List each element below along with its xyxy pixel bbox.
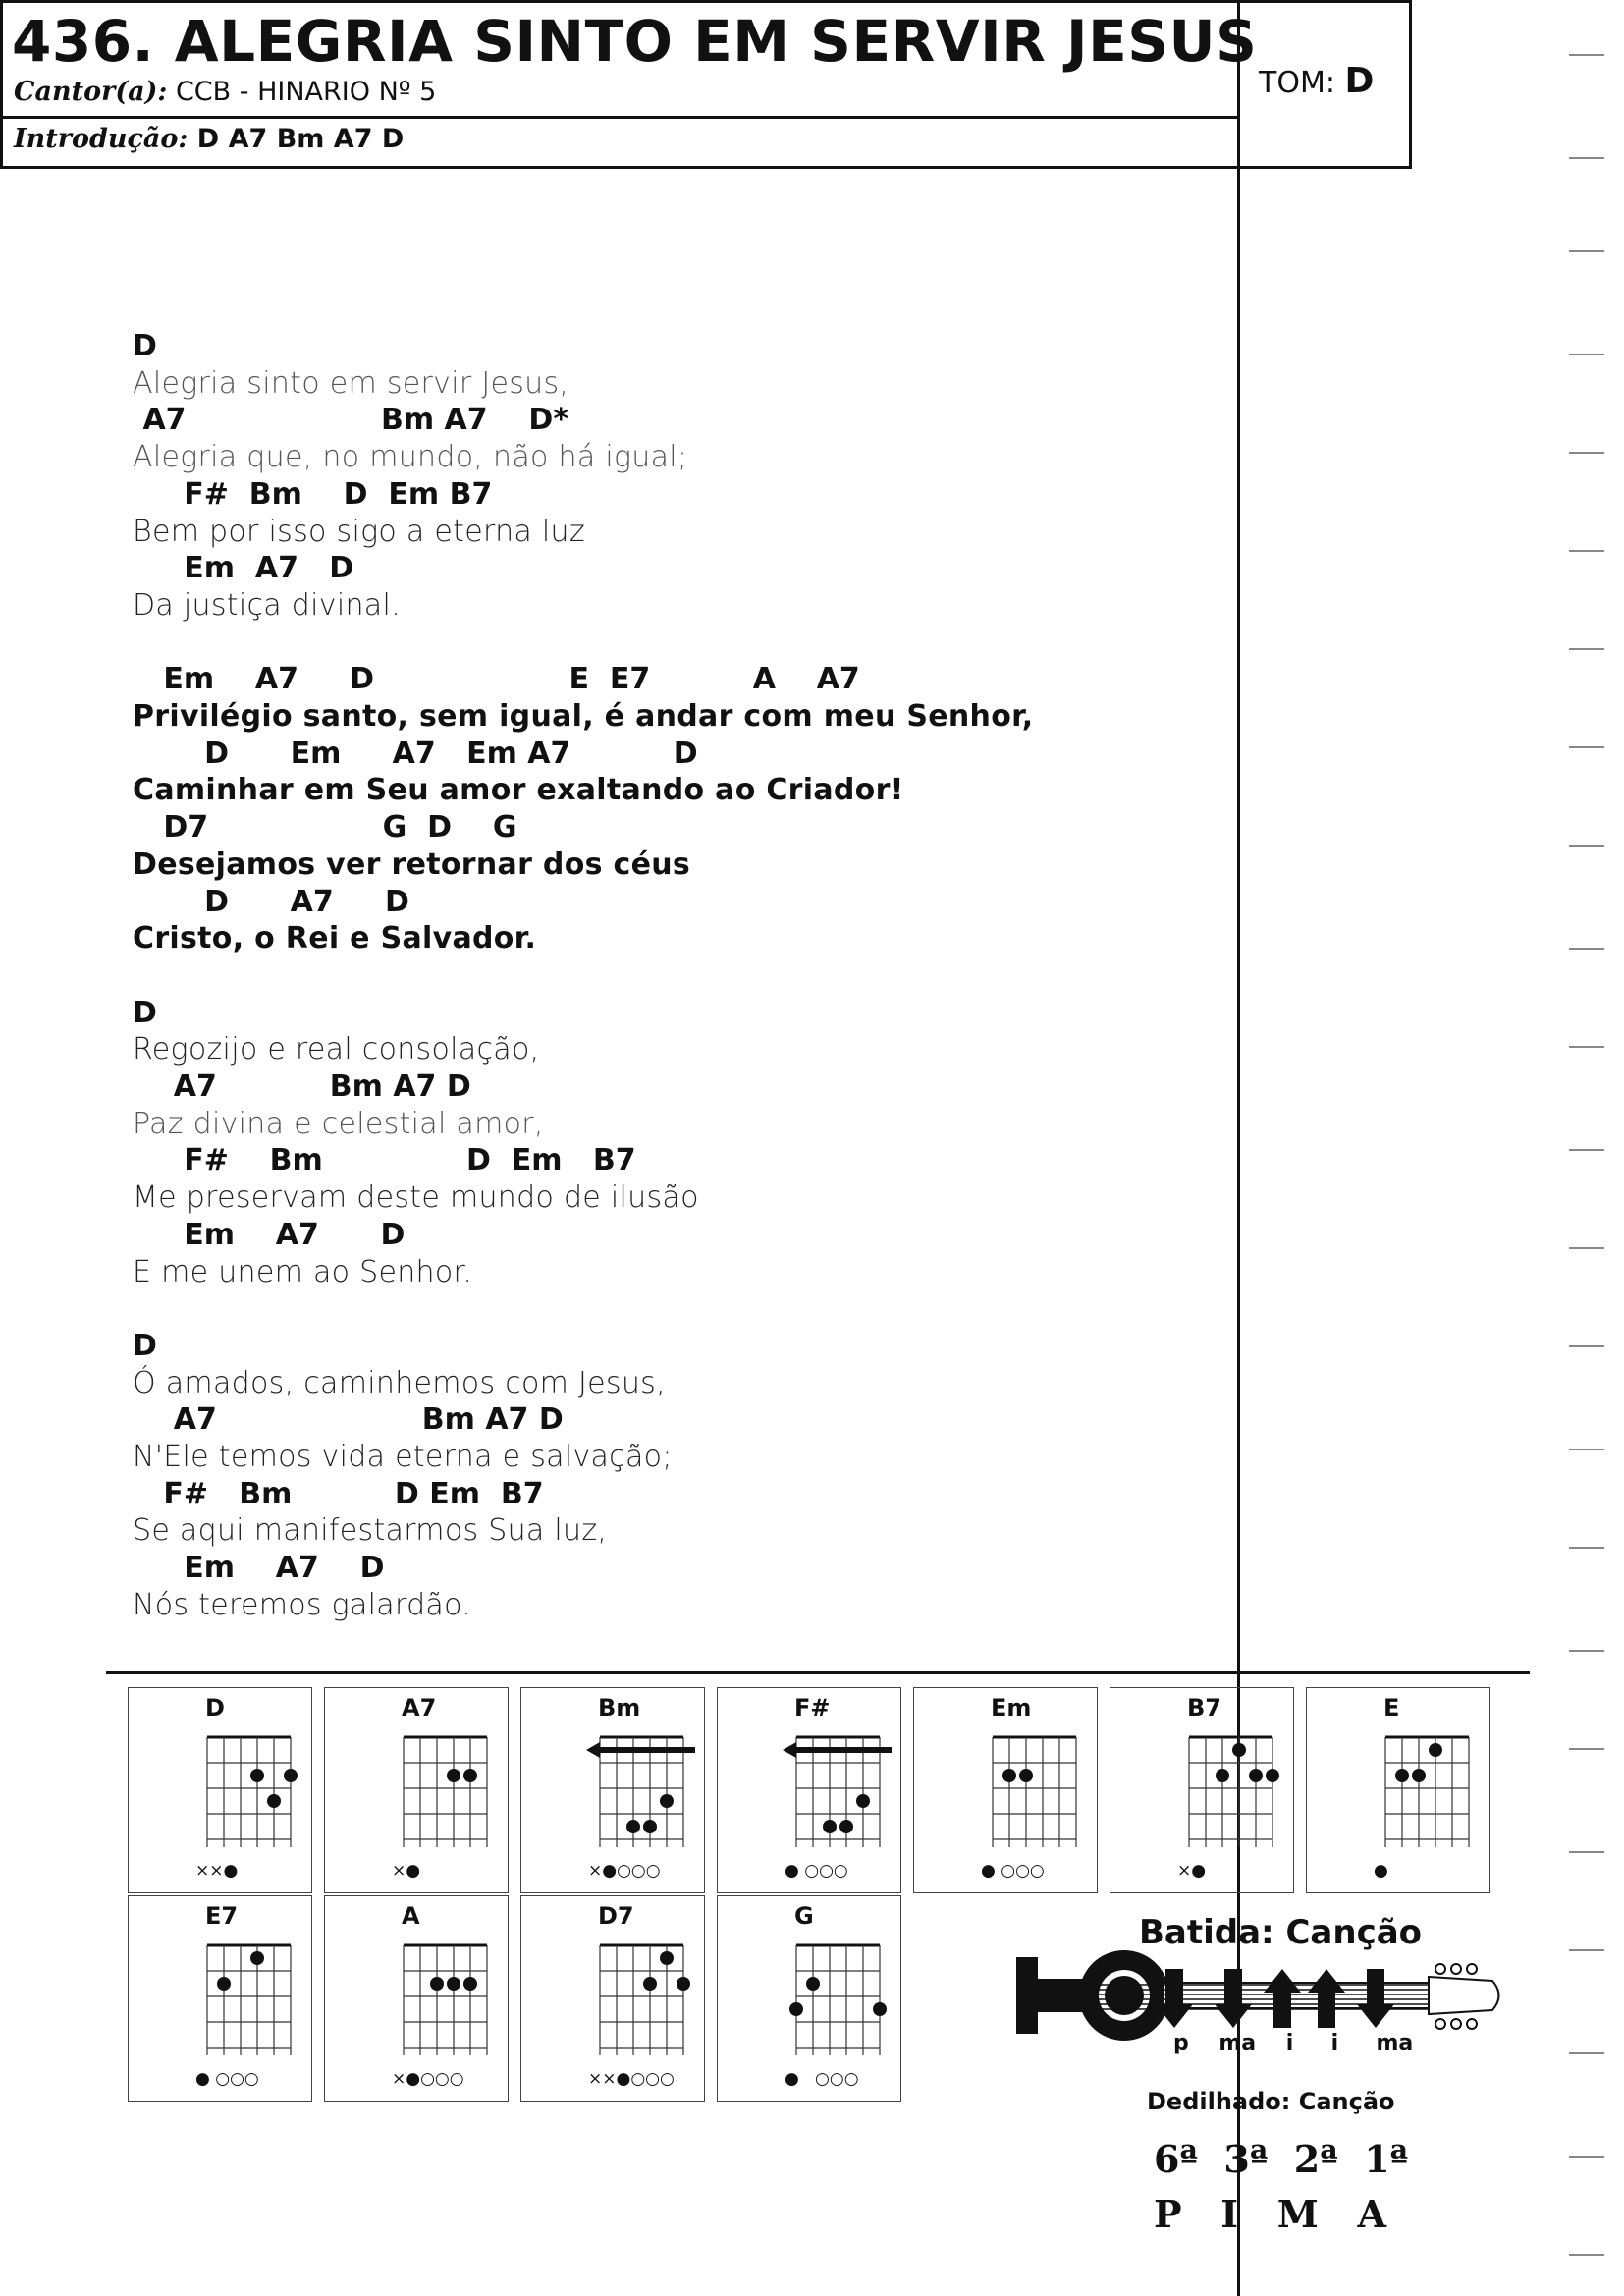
chord-name: A7 [402,1694,437,1722]
finger-dot [823,1820,837,1833]
lyric-line: E me unem ao Senhor. [133,1254,473,1289]
open-muted-strings: ● ○○○ [195,2069,259,2089]
finger-dot [447,1977,460,1991]
chord-diagram [520,1895,705,2102]
chord-line: Em A7 D E E7 A A7 [133,662,860,697]
chord-name: D [205,1694,225,1722]
margin-tick [1569,2254,1604,2256]
chord-name: G [794,1902,814,1930]
finger-dot [660,1951,674,1965]
finger-dot [217,1977,231,1991]
barre-arrow [586,1742,695,1758]
chord-name: E7 [205,1902,239,1930]
finger-dot [267,1794,281,1808]
finger-dot [1019,1769,1033,1782]
chord-diagram [717,1895,901,2102]
finger-dot [250,1951,264,1965]
margin-tick [1569,2156,1604,2158]
chord-name: D7 [598,1902,634,1930]
lyric-line: Se aqui manifestarmos Sua luz, [133,1513,608,1549]
lyric-line: Regozijo e real consolação, [133,1032,540,1067]
open-muted-strings: ××● [195,1861,239,1881]
margin-tick [1569,1650,1604,1652]
chord-name: Em [991,1694,1032,1722]
lyric-line: Caminhar em Seu amor exaltando ao Criador! [133,773,904,808]
lyric-line: N'Ele temos vida eterna e salvação; [133,1440,673,1474]
chord-line: A7 Bm A7 D* [133,403,569,438]
chord-diagram [717,1687,901,1893]
finger-dot [677,1977,690,1991]
margin-tick [1569,1149,1604,1151]
fretboard-grid [1307,1688,1491,1894]
margin-tick [1569,1949,1604,1951]
finger-dot [1395,1769,1409,1782]
margin-tick [1569,1449,1604,1450]
margin-tick [1569,648,1604,650]
finger-dot [1429,1743,1442,1757]
chord-diagram [128,1687,312,1893]
finger-dot [1249,1769,1263,1782]
margin-tick [1569,1046,1604,1048]
margin-tick [1569,948,1604,950]
lyric-line: Alegria que, no mundo, não há igual; [133,440,688,475]
lyric-line: Alegria sinto em servir Jesus, [133,365,569,401]
chord-name: E [1383,1694,1400,1722]
chord-diagram [1306,1687,1490,1893]
open-muted-strings: ● ○○○ [981,1861,1045,1881]
finger-dot [626,1820,640,1833]
open-muted-strings: ● ○○○ [785,2069,859,2089]
chord-line: Em A7 D [133,1217,406,1252]
margin-tick [1569,1547,1604,1549]
chord-name: Bm [598,1694,641,1722]
margin-tick [1569,550,1604,552]
chord-line: D [133,329,157,363]
chord-line: F# Bm D Em B7 [133,476,493,512]
header-divider-horizontal [0,116,1237,119]
lyric-line: Da justiça divinal. [133,587,401,623]
margin-tick [1569,1345,1604,1347]
finger-dot [643,1820,657,1833]
finger-dot [643,1977,657,1991]
chord-line: D7 G D G [133,810,517,846]
finger-dot [1002,1769,1016,1782]
dedilhado-title: Dedilhado: Canção [1147,2088,1395,2115]
chord-line: A7 Bm A7 D [133,1069,471,1104]
chord-line: A7 Bm A7 D [133,1402,564,1438]
strum-fingers: p ma i i ma [1173,2031,1414,2055]
margin-tick [1569,250,1604,252]
finger-dot [430,1977,444,1991]
finger-dot [873,2002,887,2016]
finger-dot [660,1794,674,1808]
guitar-strum-icon [1016,1949,1507,2044]
dedilhado-strings: 6ª 3ª 2ª 1ª [1154,2137,1409,2181]
header-box [0,0,1412,169]
lyric-line: Ó amados, caminhemos com Jesus, [133,1365,666,1400]
finger-dot [463,1769,477,1782]
tom-line [1259,61,1374,101]
chord-line: Em A7 D [133,551,354,586]
margin-tick [1569,1247,1604,1249]
chord-name: F# [794,1694,831,1722]
chord-diagram [324,1895,509,2102]
open-muted-strings: ● [1374,1861,1388,1881]
finger-dot [1266,1769,1279,1782]
cantor-label: Cantor(a): [14,77,168,107]
margin-tick [1569,157,1604,159]
lyric-line: Paz divina e celestial amor, [133,1106,544,1141]
open-muted-strings: ×●○○○ [588,1861,661,1881]
chord-line: F# Bm D Em B7 [133,1476,544,1511]
chord-name: B7 [1187,1694,1221,1722]
cantor-value: CCB - HINARIO Nº 5 [175,77,437,107]
lyric-line: Nós teremos galardão. [133,1587,472,1622]
lyric-line: Me preservam deste mundo de ilusão [133,1180,699,1216]
finger-dot [789,2002,803,2016]
chord-diagram [913,1687,1098,1893]
page-title: 436. ALEGRIA SINTO EM SERVIR JESUS [12,8,1258,75]
dedilhado-pima: P I M A [1154,2192,1386,2236]
finger-dot [839,1820,853,1833]
chord-diagram [128,1895,312,2102]
chord-line: Em A7 D [133,1551,385,1586]
finger-dot [463,1977,477,1991]
chord-diagram [520,1687,705,1893]
chord-line: D A7 D [133,884,409,919]
lyric-line: Cristo, o Rei e Salvador. [133,921,537,957]
margin-tick [1569,746,1604,748]
finger-dot [284,1769,298,1782]
margin-tick [1569,1748,1604,1750]
chord-line: F# Bm D Em B7 [133,1143,636,1178]
chord-line: D Em A7 Em A7 D [133,736,698,771]
open-muted-strings: ● ○○○ [785,1861,848,1881]
finger-dot [250,1769,264,1782]
finger-dot [1232,1743,1246,1757]
batida-title: Batida: Canção [1139,1913,1423,1952]
lyric-line: Privilégio santo, sem igual, é andar com meu Senhor, [133,699,1034,734]
finger-dot [1216,1769,1229,1782]
margin-tick [1569,1851,1604,1853]
finger-dot [806,1977,820,1991]
cantor-line [14,77,436,107]
open-muted-strings: ×● [1177,1861,1207,1881]
intro-label: Introdução: [14,124,189,154]
margin-tick [1569,54,1604,56]
intro-line [14,124,404,154]
chord-diagram [1110,1687,1294,1893]
section-divider [106,1671,1530,1674]
chord-line: D [133,1328,157,1363]
finger-dot [1412,1769,1426,1782]
tom-label: TOM: [1259,66,1335,100]
margin-tick [1569,845,1604,847]
open-muted-strings: ×● [392,1861,421,1881]
chord-name: A [402,1902,420,1930]
margin-tick [1569,452,1604,454]
intro-value: D A7 Bm A7 D [196,124,405,154]
chord-line: D [133,995,157,1030]
finger-dot [447,1769,460,1782]
finger-dot [856,1794,870,1808]
margin-tick [1569,2052,1604,2054]
margin-tick [1569,354,1604,355]
lyric-line: Desejamos ver retornar dos céus [133,847,691,882]
open-muted-strings: ×●○○○ [392,2069,464,2089]
chord-diagram [324,1687,509,1893]
tom-value: D [1344,61,1375,101]
lyric-line: Bem por isso sigo a eterna luz [133,514,585,549]
open-muted-strings: ××●○○○ [588,2069,675,2089]
barre-arrow [783,1742,892,1758]
